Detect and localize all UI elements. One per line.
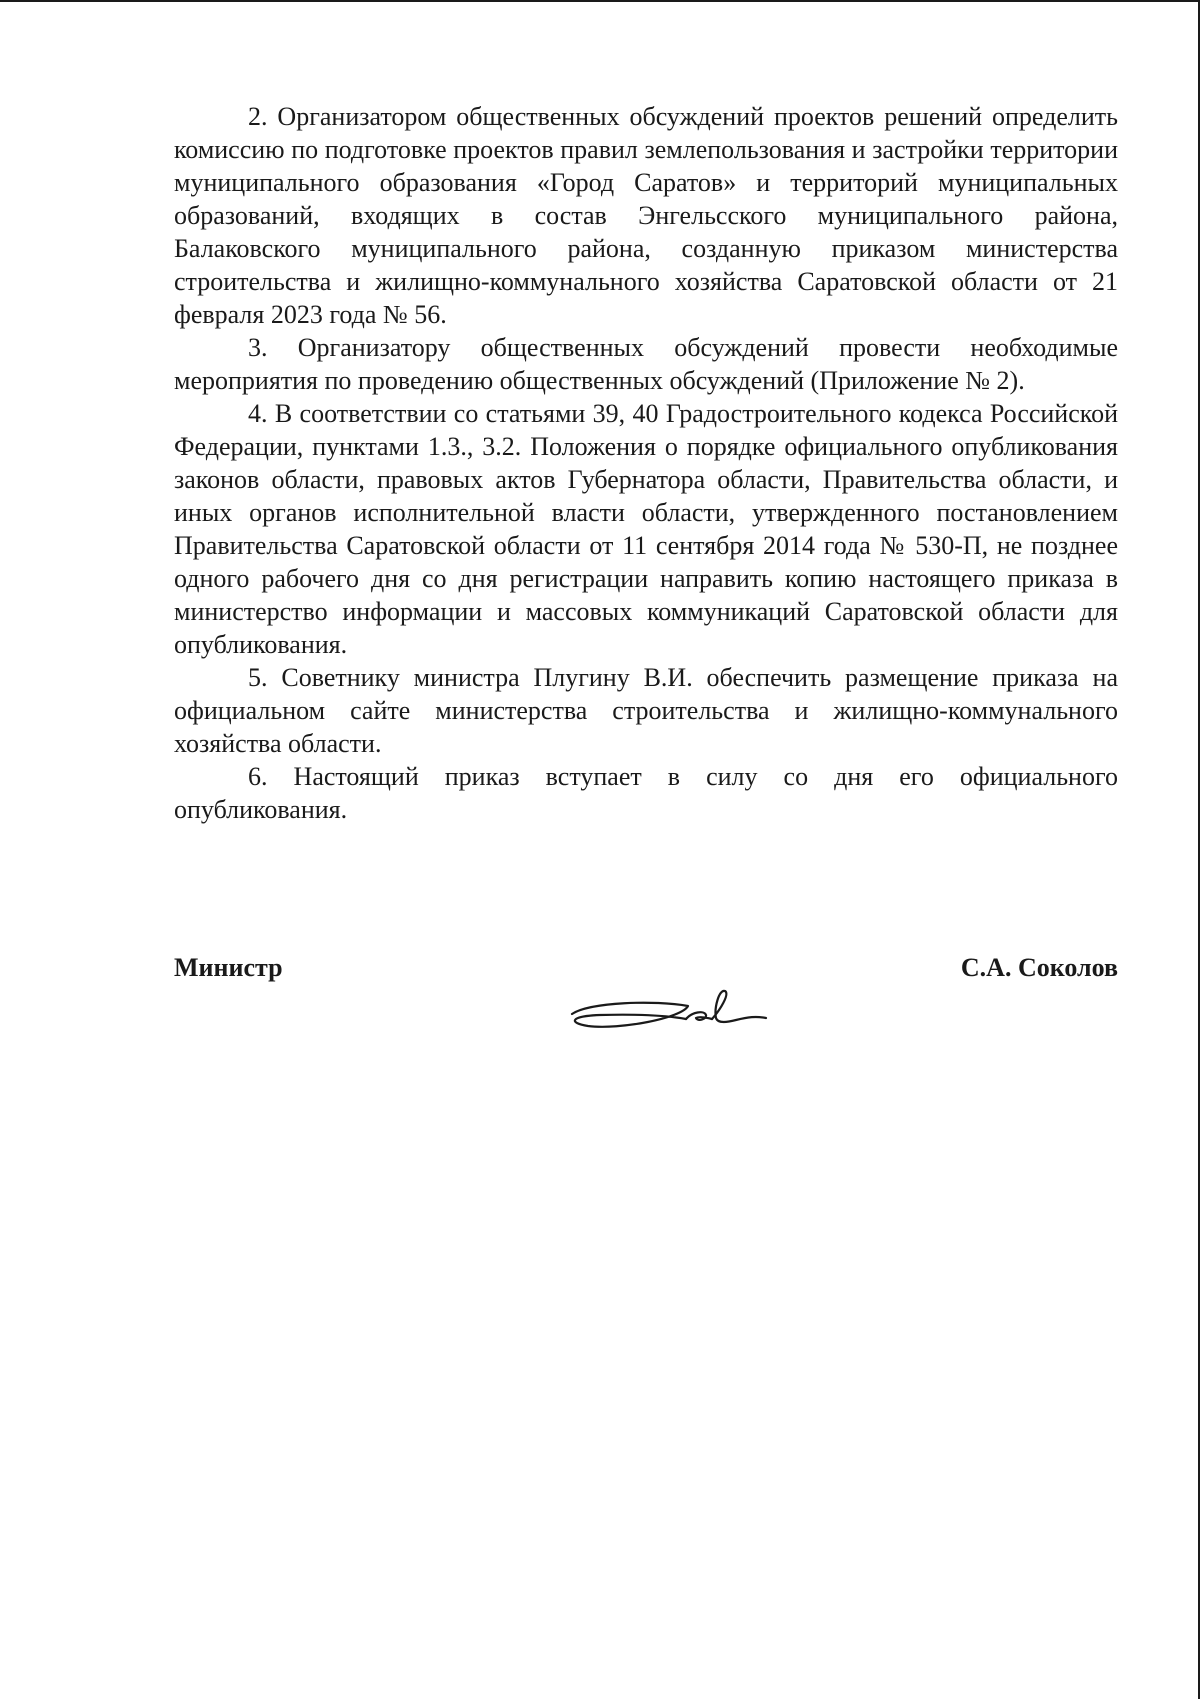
scan-edge-top bbox=[0, 0, 1200, 2]
signer-name: С.А. Соколов bbox=[960, 953, 1118, 982]
signature-row bbox=[174, 953, 1118, 993]
paragraph-5: 5. Советнику министра Плугину В.И. обеспечить размещение приказа на официальном сайте министерства строительства и жилищно-коммунального хозяйства области. bbox=[174, 663, 1118, 758]
paragraph-3: 3. Организатору общественных обсуждений провести необходимые мероприятия по проведению общественных обсуждений (Приложение № 2). bbox=[174, 333, 1118, 395]
paragraph-4: 4. В соответствии со статьями 39, 40 Градостроительного кодекса Российской Федерации, пунктами 1.3., 3.2. Положения о порядке официального опубликования законов области, правовых актов Губернатора области, Правительства области, и иных органов исполнительной власти области, утвержденного постановлением Правительства Саратовской области от 11 сентября 2014 года № 530-П, не позднее одного рабочего дня со дня регистрации направить копию настоящего приказа в министерство информации и массовых коммуникаций Саратовской области для опубликования. bbox=[174, 399, 1118, 659]
paragraph-6: 6. Настоящий приказ вступает в силу со дня его официального опубликования. bbox=[174, 762, 1118, 824]
handwritten-signature bbox=[560, 988, 775, 1038]
document-body bbox=[174, 100, 1118, 826]
paragraph-2: 2. Организатором общественных обсуждений проектов решений определить комиссию по подготовке проектов правил землепользования и застройки территории муниципального образования «Город Саратов» и территорий муниципальных образований, входящих в состав Энгельсского муниципального района, Балаковского муниципального района, созданную приказом министерства строительства и жилищно-коммунального хозяйства Саратовской области от 21 февраля 2023 года № 56. bbox=[174, 102, 1118, 329]
signer-position: Министр bbox=[174, 953, 283, 982]
